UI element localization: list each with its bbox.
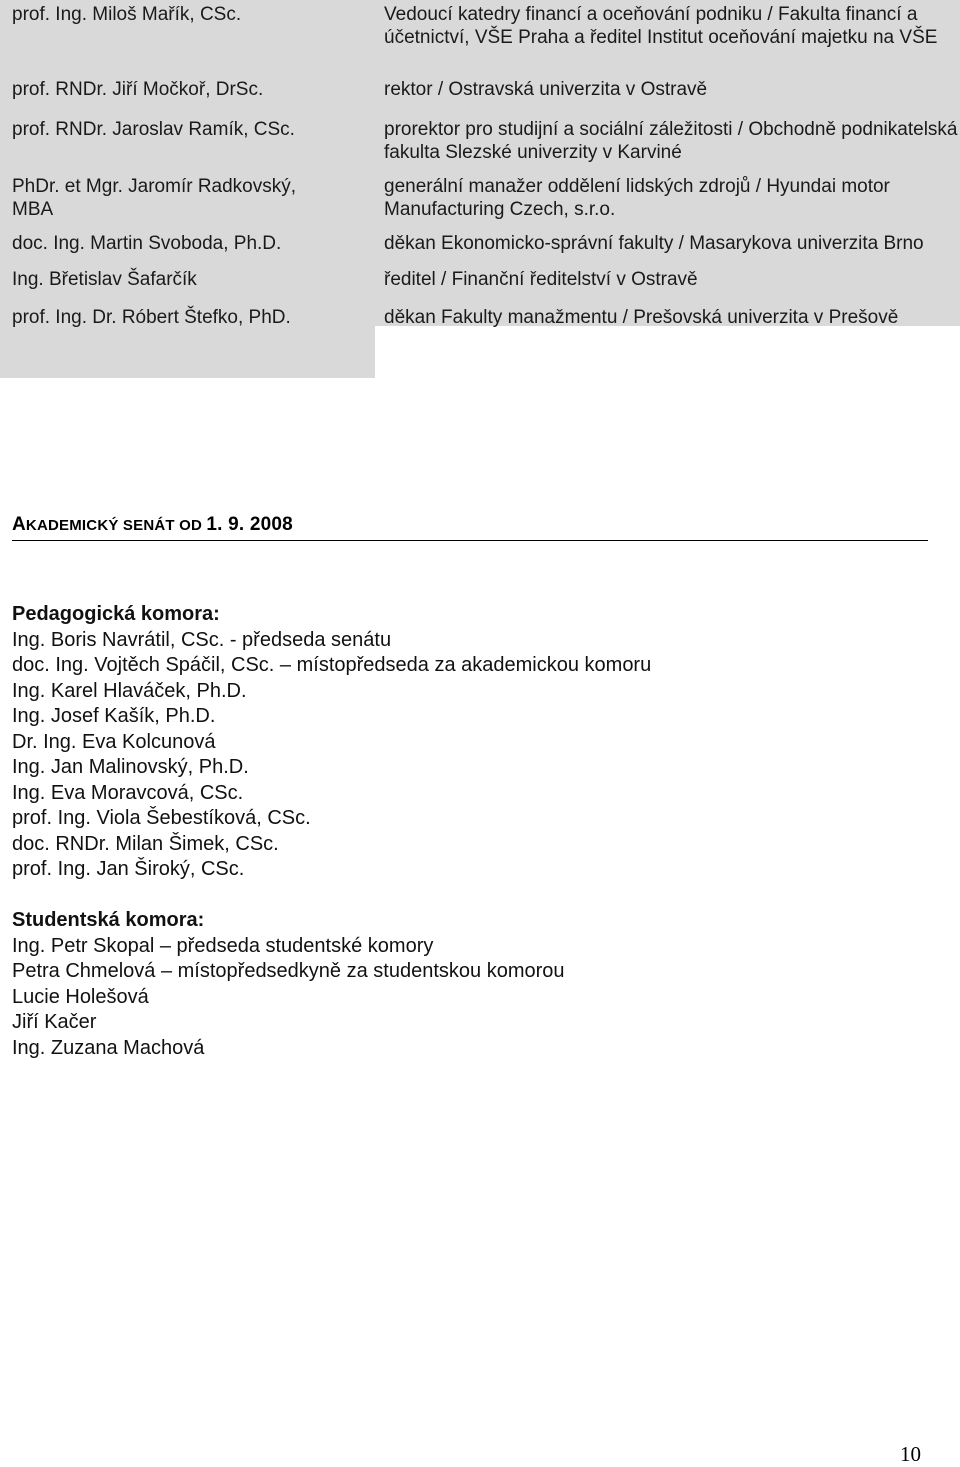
board-role: prorektor pro studijní a sociální záležitosti / Obchodně podnikatelská fakulta Slezské univerzity v Karviné [384,119,958,163]
member-item: Ing. Petr Skopal – předseda studentské komory [12,934,434,957]
board-role: rektor / Ostravská univerzita v Ostravě [384,79,708,100]
member-item: Ing. Boris Navrátil, CSc. - předseda senátu [12,628,392,651]
board-role: generální manažer oddělení lidských zdrojů / Hyundai motor Manufacturing Czech, s.r.o. [384,176,890,220]
member-item: Ing. Karel Hlaváček, Ph.D. [12,679,247,702]
member-item: prof. Ing. Viola Šebestíková, CSc. [12,807,311,829]
board-table [0,0,960,378]
board-role: děkan Fakulty manažmentu / Prešovská univerzita v Prešově [384,307,899,328]
board-name: doc. Ing. Martin Svoboda, Ph.D. [12,233,282,254]
senate-heading-rest: KADEMICKÝ SENÁT OD [25,517,207,534]
member-item: Dr. Ing. Eva Kolcunová [12,730,216,753]
member-item: Ing. Josef Kašík, Ph.D. [12,705,216,727]
member-item: Jiří Kačer [12,1011,97,1033]
senate-heading-initial: A [12,514,26,535]
board-name: prof. RNDr. Jaroslav Ramík, CSc. [12,119,295,140]
students-heading: Studentská komora: [12,909,205,931]
member-item: Ing. Jan Malinovský, Ph.D. [12,756,249,778]
pedagogical-chamber [12,602,651,883]
member-item: Ing. Zuzana Machová [12,1036,205,1059]
board-name: prof. Ing. Miloš Mařík, CSc. [12,4,242,25]
board-name: prof. Ing. Dr. Róbert Štefko, PhD. [12,307,291,328]
board-role: děkan Ekonomicko-správní fakulty / Masarykova univerzita Brno [384,233,924,254]
section-divider [12,540,928,541]
member-item: Lucie Holešová [12,985,149,1008]
senate-heading-date: 1. 9. 2008 [206,514,293,535]
student-chamber [12,908,565,1061]
board-role: Vedoucí katedry financí a oceňování podniku / Fakulta financí a účetnictví, VŠE Praha a ředitel Institut oceňování majetku na VŠE [384,4,938,48]
member-item: doc. RNDr. Milan Šimek, CSc. [12,832,279,855]
board-name: PhDr. et Mgr. Jaromír Radkovský, MBA [12,176,297,220]
board-role: ředitel / Finanční ředitelství v Ostravě [384,269,698,290]
board-name: prof. RNDr. Jiří Močkoř, DrSc. [12,79,264,100]
senate-heading [12,514,293,536]
board-name: Ing. Břetislav Šafarčík [12,269,197,290]
member-item: prof. Ing. Jan Široký, CSc. [12,858,245,880]
member-item: Ing. Eva Moravcová, CSc. [12,781,244,804]
pedagogical-heading: Pedagogická komora: [12,603,220,625]
member-item: doc. Ing. Vojtěch Spáčil, CSc. – místopředseda za akademickou komoru [12,654,652,676]
page-number: 10 [900,1442,921,1466]
member-item: Petra Chmelová – místopředsedkyně za studentskou komorou [12,960,565,982]
